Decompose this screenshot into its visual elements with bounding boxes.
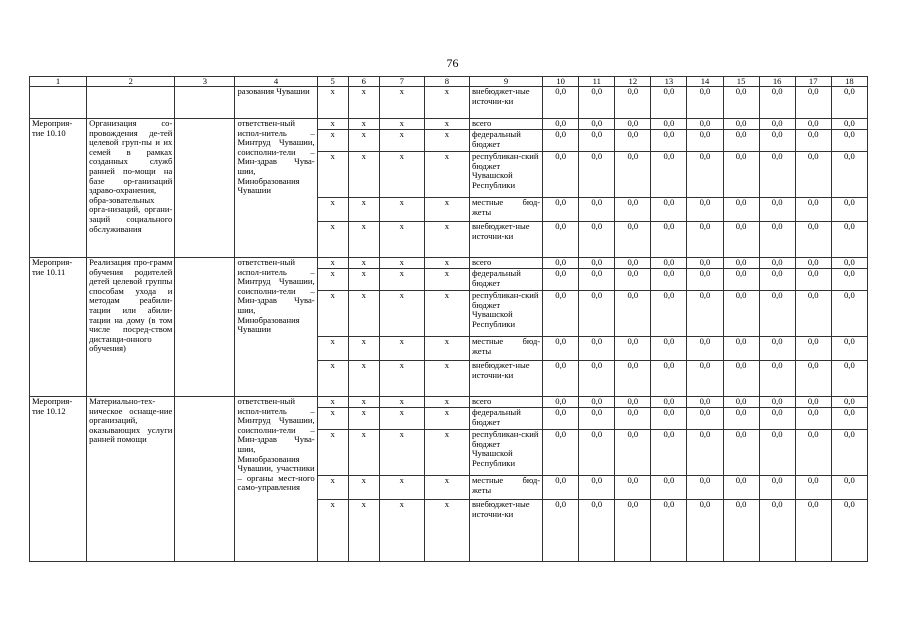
value-cell: 0,0 [543, 337, 579, 361]
source-cell: федеральный бюджет [469, 269, 542, 291]
value-cell: 0,0 [795, 222, 831, 258]
value-cell: 0,0 [831, 130, 867, 152]
source-cell: республикан-ский бюджет Чувашской Республики [469, 430, 542, 476]
value-cell: 0,0 [687, 291, 723, 337]
value-cell: 0,0 [579, 152, 615, 198]
value-cell: 0,0 [831, 397, 867, 408]
value-cell: 0,0 [543, 119, 579, 130]
value-cell: 0,0 [651, 476, 687, 500]
measure-id-cell: Мероприя-тие 10.10 [30, 119, 87, 258]
x-mark-cell: x [424, 130, 469, 152]
value-cell: 0,0 [615, 291, 651, 337]
col3-cell [175, 87, 235, 119]
measure-name-cell: Материально-тех-ническое оснаще-ние организаций, оказывающих услуги ранней помощи [87, 397, 175, 562]
value-cell: 0,0 [759, 500, 795, 562]
value-cell: 0,0 [759, 152, 795, 198]
source-cell: внебюджет-ные источни-ки [469, 500, 542, 562]
value-cell: 0,0 [615, 87, 651, 119]
column-number-header: 12 [615, 77, 651, 87]
value-cell: 0,0 [759, 130, 795, 152]
x-mark-cell: x [424, 430, 469, 476]
x-mark-cell: x [317, 500, 348, 562]
x-mark-cell: x [317, 198, 348, 222]
value-cell: 0,0 [651, 198, 687, 222]
value-cell: 0,0 [795, 269, 831, 291]
value-cell: 0,0 [615, 337, 651, 361]
x-mark-cell: x [424, 258, 469, 269]
value-cell: 0,0 [831, 500, 867, 562]
x-mark-cell: x [317, 408, 348, 430]
x-mark-cell: x [348, 337, 379, 361]
value-cell: 0,0 [651, 408, 687, 430]
col3-cell [175, 119, 235, 258]
value-cell: 0,0 [759, 222, 795, 258]
x-mark-cell: x [348, 130, 379, 152]
value-cell: 0,0 [651, 397, 687, 408]
value-cell: 0,0 [795, 337, 831, 361]
value-cell: 0,0 [687, 119, 723, 130]
x-mark-cell: x [379, 152, 424, 198]
x-mark-cell: x [379, 500, 424, 562]
column-number-header: 17 [795, 77, 831, 87]
value-cell: 0,0 [759, 361, 795, 397]
source-cell: республикан-ский бюджет Чувашской Республики [469, 152, 542, 198]
value-cell: 0,0 [615, 258, 651, 269]
source-cell: местные бюд-жеты [469, 476, 542, 500]
x-mark-cell: x [317, 152, 348, 198]
value-cell: 0,0 [687, 430, 723, 476]
executor-cell: ответствен-ный испол-нитель – Минтруд Чувашии, соисполни-тели – Мин-здрав Чува-шии, Минобразования Чувашии [235, 119, 317, 258]
value-cell: 0,0 [759, 269, 795, 291]
x-mark-cell: x [317, 258, 348, 269]
x-mark-cell: x [424, 222, 469, 258]
value-cell: 0,0 [759, 397, 795, 408]
x-mark-cell: x [348, 258, 379, 269]
value-cell: 0,0 [579, 408, 615, 430]
value-cell: 0,0 [651, 361, 687, 397]
value-cell: 0,0 [543, 500, 579, 562]
column-number-header: 7 [379, 77, 424, 87]
value-cell: 0,0 [687, 476, 723, 500]
value-cell: 0,0 [651, 500, 687, 562]
column-number-header: 1 [30, 77, 87, 87]
x-mark-cell: x [424, 291, 469, 337]
value-cell: 0,0 [795, 119, 831, 130]
col3-cell [175, 258, 235, 397]
value-cell: 0,0 [615, 408, 651, 430]
value-cell: 0,0 [651, 222, 687, 258]
value-cell: 0,0 [687, 500, 723, 562]
value-cell: 0,0 [831, 152, 867, 198]
value-cell: 0,0 [723, 87, 759, 119]
x-mark-cell: x [424, 500, 469, 562]
value-cell: 0,0 [723, 337, 759, 361]
x-mark-cell: x [424, 476, 469, 500]
value-cell: 0,0 [795, 130, 831, 152]
x-mark-cell: x [379, 397, 424, 408]
executor-cell: разования Чувашии [235, 87, 317, 119]
value-cell: 0,0 [543, 291, 579, 337]
value-cell: 0,0 [579, 258, 615, 269]
value-cell: 0,0 [687, 222, 723, 258]
source-cell: всего [469, 119, 542, 130]
x-mark-cell: x [317, 119, 348, 130]
x-mark-cell: x [424, 119, 469, 130]
x-mark-cell: x [348, 361, 379, 397]
x-mark-cell: x [348, 500, 379, 562]
value-cell: 0,0 [615, 361, 651, 397]
x-mark-cell: x [317, 476, 348, 500]
value-cell: 0,0 [831, 222, 867, 258]
value-cell: 0,0 [615, 222, 651, 258]
value-cell: 0,0 [831, 87, 867, 119]
value-cell: 0,0 [795, 500, 831, 562]
column-number-header: 4 [235, 77, 317, 87]
column-number-header: 2 [87, 77, 175, 87]
source-cell: внебюджет-ные источни-ки [469, 222, 542, 258]
id-cell [30, 87, 87, 119]
column-number-header: 10 [543, 77, 579, 87]
header-row [30, 77, 868, 87]
value-cell: 0,0 [759, 258, 795, 269]
value-cell: 0,0 [651, 152, 687, 198]
source-cell: местные бюд-жеты [469, 198, 542, 222]
x-mark-cell: x [379, 87, 424, 119]
x-mark-cell: x [348, 119, 379, 130]
value-cell: 0,0 [543, 152, 579, 198]
x-mark-cell: x [348, 152, 379, 198]
value-cell: 0,0 [651, 87, 687, 119]
value-cell: 0,0 [687, 337, 723, 361]
measure-id-cell: Мероприя-тие 10.11 [30, 258, 87, 397]
x-mark-cell: x [424, 87, 469, 119]
value-cell: 0,0 [831, 198, 867, 222]
value-cell: 0,0 [723, 430, 759, 476]
value-cell: 0,0 [687, 269, 723, 291]
value-cell: 0,0 [795, 198, 831, 222]
page-number: 76 [446, 56, 459, 70]
x-mark-cell: x [379, 198, 424, 222]
x-mark-cell: x [348, 430, 379, 476]
value-cell: 0,0 [723, 119, 759, 130]
value-cell: 0,0 [723, 476, 759, 500]
value-cell: 0,0 [543, 198, 579, 222]
source-cell: республикан-ский бюджет Чувашской Республики [469, 291, 542, 337]
x-mark-cell: x [348, 291, 379, 337]
measure-name-cell: Реализация про-грамм обучения родителей детей целевой группы способам ухода и методам реабили-тации или абили-тации на дому (в том числе посред-ством дистанци-онного обучения) [87, 258, 175, 397]
x-mark-cell: x [379, 119, 424, 130]
x-mark-cell: x [348, 476, 379, 500]
value-cell: 0,0 [759, 476, 795, 500]
x-mark-cell: x [379, 408, 424, 430]
value-cell: 0,0 [723, 291, 759, 337]
x-mark-cell: x [348, 87, 379, 119]
value-cell: 0,0 [615, 430, 651, 476]
measure-id-cell: Мероприя-тие 10.12 [30, 397, 87, 562]
value-cell: 0,0 [687, 198, 723, 222]
value-cell: 0,0 [759, 87, 795, 119]
value-cell: 0,0 [723, 258, 759, 269]
x-mark-cell: x [379, 258, 424, 269]
value-cell: 0,0 [723, 269, 759, 291]
value-cell: 0,0 [795, 152, 831, 198]
x-mark-cell: x [379, 337, 424, 361]
value-cell: 0,0 [579, 130, 615, 152]
x-mark-cell: x [424, 269, 469, 291]
value-cell: 0,0 [795, 291, 831, 337]
value-cell: 0,0 [759, 408, 795, 430]
table-row [30, 119, 868, 130]
measure-name-cell: Организация со-провождения де-тей целевой груп-пы и их семей в рамках созданных служб ранней по-мощи на базе ор-ганизаций здраво-охранения, обра-зовательных орга-низаций, органи-заций социального обслуживания [87, 119, 175, 258]
value-cell: 0,0 [543, 222, 579, 258]
x-mark-cell: x [379, 476, 424, 500]
column-number-header: 5 [317, 77, 348, 87]
value-cell: 0,0 [795, 87, 831, 119]
value-cell: 0,0 [579, 222, 615, 258]
value-cell: 0,0 [579, 361, 615, 397]
value-cell: 0,0 [723, 130, 759, 152]
executor-cell: ответствен-ный испол-нитель – Минтруд Чувашии, соисполни-тели – Мин-здрав Чува-шии, Минобразования Чувашии, участники – органы мест-ного само-управления [235, 397, 317, 562]
value-cell: 0,0 [687, 258, 723, 269]
value-cell: 0,0 [651, 430, 687, 476]
x-mark-cell: x [424, 198, 469, 222]
value-cell: 0,0 [759, 430, 795, 476]
value-cell: 0,0 [723, 408, 759, 430]
source-cell: внебюджет-ные источни-ки [469, 361, 542, 397]
value-cell: 0,0 [615, 476, 651, 500]
x-mark-cell: x [379, 361, 424, 397]
value-cell: 0,0 [615, 198, 651, 222]
value-cell: 0,0 [579, 291, 615, 337]
value-cell: 0,0 [723, 152, 759, 198]
value-cell: 0,0 [615, 500, 651, 562]
column-number-header: 11 [579, 77, 615, 87]
source-cell: внебюджет-ные источни-ки [469, 87, 542, 119]
column-number-header: 13 [651, 77, 687, 87]
value-cell: 0,0 [687, 361, 723, 397]
table-row [30, 397, 868, 408]
value-cell: 0,0 [543, 87, 579, 119]
value-cell: 0,0 [651, 337, 687, 361]
value-cell: 0,0 [723, 198, 759, 222]
source-cell: федеральный бюджет [469, 130, 542, 152]
value-cell: 0,0 [579, 430, 615, 476]
value-cell: 0,0 [615, 397, 651, 408]
table-row [30, 258, 868, 269]
x-mark-cell: x [348, 397, 379, 408]
col3-cell [175, 397, 235, 562]
x-mark-cell: x [379, 430, 424, 476]
value-cell: 0,0 [687, 130, 723, 152]
value-cell: 0,0 [831, 258, 867, 269]
x-mark-cell: x [317, 397, 348, 408]
value-cell: 0,0 [651, 269, 687, 291]
value-cell: 0,0 [831, 361, 867, 397]
value-cell: 0,0 [831, 337, 867, 361]
value-cell: 0,0 [543, 361, 579, 397]
x-mark-cell: x [317, 291, 348, 337]
value-cell: 0,0 [723, 397, 759, 408]
value-cell: 0,0 [543, 430, 579, 476]
x-mark-cell: x [379, 269, 424, 291]
source-cell: всего [469, 397, 542, 408]
value-cell: 0,0 [579, 500, 615, 562]
x-mark-cell: x [379, 222, 424, 258]
value-cell: 0,0 [687, 87, 723, 119]
x-mark-cell: x [317, 337, 348, 361]
value-cell: 0,0 [723, 222, 759, 258]
value-cell: 0,0 [579, 337, 615, 361]
executor-cell: ответствен-ный испол-нитель – Минтруд Чувашии, соисполни-тели – Мин-здрав Чува-шии, Минобразования Чувашии [235, 258, 317, 397]
value-cell: 0,0 [831, 476, 867, 500]
value-cell: 0,0 [723, 500, 759, 562]
budget-table [29, 76, 868, 562]
value-cell: 0,0 [795, 258, 831, 269]
x-mark-cell: x [424, 152, 469, 198]
x-mark-cell: x [317, 361, 348, 397]
x-mark-cell: x [379, 130, 424, 152]
value-cell: 0,0 [543, 130, 579, 152]
x-mark-cell: x [424, 397, 469, 408]
column-number-header: 9 [469, 77, 542, 87]
value-cell: 0,0 [795, 397, 831, 408]
value-cell: 0,0 [651, 119, 687, 130]
column-number-header: 18 [831, 77, 867, 87]
x-mark-cell: x [317, 430, 348, 476]
value-cell: 0,0 [687, 408, 723, 430]
value-cell: 0,0 [795, 361, 831, 397]
x-mark-cell: x [317, 87, 348, 119]
value-cell: 0,0 [543, 476, 579, 500]
source-cell: федеральный бюджет [469, 408, 542, 430]
x-mark-cell: x [424, 361, 469, 397]
value-cell: 0,0 [579, 476, 615, 500]
x-mark-cell: x [317, 130, 348, 152]
table-row [30, 87, 868, 119]
value-cell: 0,0 [651, 130, 687, 152]
value-cell: 0,0 [723, 361, 759, 397]
value-cell: 0,0 [795, 408, 831, 430]
value-cell: 0,0 [615, 130, 651, 152]
value-cell: 0,0 [831, 430, 867, 476]
value-cell: 0,0 [831, 119, 867, 130]
x-mark-cell: x [348, 408, 379, 430]
value-cell: 0,0 [543, 258, 579, 269]
value-cell: 0,0 [615, 152, 651, 198]
x-mark-cell: x [348, 198, 379, 222]
column-number-header: 6 [348, 77, 379, 87]
value-cell: 0,0 [759, 198, 795, 222]
x-mark-cell: x [317, 269, 348, 291]
value-cell: 0,0 [831, 408, 867, 430]
x-mark-cell: x [379, 291, 424, 337]
value-cell: 0,0 [687, 397, 723, 408]
value-cell: 0,0 [831, 269, 867, 291]
value-cell: 0,0 [579, 87, 615, 119]
x-mark-cell: x [424, 337, 469, 361]
value-cell: 0,0 [579, 269, 615, 291]
value-cell: 0,0 [651, 291, 687, 337]
value-cell: 0,0 [579, 198, 615, 222]
x-mark-cell: x [348, 222, 379, 258]
value-cell: 0,0 [579, 397, 615, 408]
value-cell: 0,0 [543, 269, 579, 291]
value-cell: 0,0 [687, 152, 723, 198]
column-number-header: 15 [723, 77, 759, 87]
column-number-header: 16 [759, 77, 795, 87]
value-cell: 0,0 [795, 430, 831, 476]
value-cell: 0,0 [615, 269, 651, 291]
value-cell: 0,0 [651, 258, 687, 269]
value-cell: 0,0 [831, 291, 867, 337]
x-mark-cell: x [348, 269, 379, 291]
source-cell: местные бюд-жеты [469, 337, 542, 361]
value-cell: 0,0 [615, 119, 651, 130]
x-mark-cell: x [317, 222, 348, 258]
value-cell: 0,0 [759, 119, 795, 130]
value-cell: 0,0 [543, 408, 579, 430]
name-cell [87, 87, 175, 119]
value-cell: 0,0 [579, 119, 615, 130]
column-number-header: 8 [424, 77, 469, 87]
column-number-header: 14 [687, 77, 723, 87]
column-number-header: 3 [175, 77, 235, 87]
value-cell: 0,0 [759, 291, 795, 337]
value-cell: 0,0 [759, 337, 795, 361]
source-cell: всего [469, 258, 542, 269]
value-cell: 0,0 [795, 476, 831, 500]
x-mark-cell: x [424, 408, 469, 430]
value-cell: 0,0 [543, 397, 579, 408]
